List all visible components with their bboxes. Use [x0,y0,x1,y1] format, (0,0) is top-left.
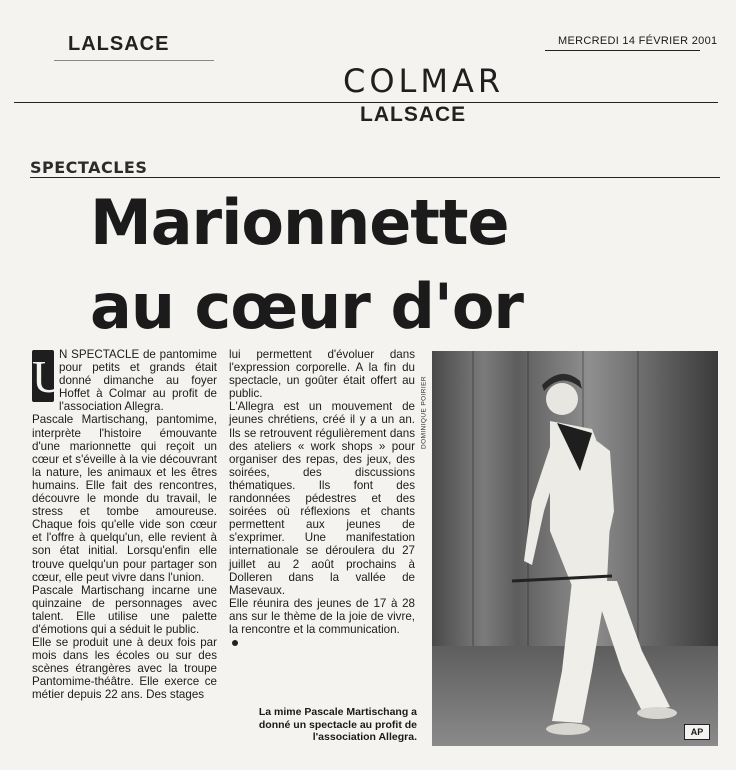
paragraph: N SPECTACLE de pantomime pour petits et grands était donné dimanche au foyer Hoffet à Colmar au profit de l'association Allegra. [59,348,217,414]
paragraph: Pascale Martischang, pantomime, interprète l'histoire émouvante d'une marionnette qui reçoit un cœur et s'éveille à la vie découvrant la nature, les animaux et les êtres humains. Elle fait des rencontres, découvre le monde du travail, le stress et tombe amoureuse. Chaque fois qu'elle vide son cœur et l'offre à quelqu'un, elle revient à son état initial. Lorsqu'enfin elle trouve quelqu'un pour partager son cœur, elle peut vivre dans l'union. [32,413,217,584]
newspaper-logo-large [360,103,466,127]
section-city: COLMAR [343,62,505,100]
paragraph: Pascale Martischang incarne une quinzaine de personnages avec talent. Elle utilise une palette d'émotions qui a séduit le public. [32,583,217,636]
logo-underline [54,60,214,61]
drop-cap: U [32,351,66,402]
newspaper-logo-small [68,33,169,56]
paragraph: Elle réunira des jeunes de 17 à 28 ans sur le thème de la joie de vivre, la rencontre et la communication. [229,596,415,636]
date-underline [545,50,700,51]
logo-text: LALSACE [68,33,170,55]
photo-caption: La mime Pascale Martischang a donné un spectacle au profit de l'association Allegra. [258,706,417,743]
issue-date: MERCREDI 14 FÉVRIER 2001 [558,35,718,47]
mime-figure-icon [432,351,718,746]
article-column-2 [229,348,415,649]
category-rule [30,177,720,178]
paragraph: lui permettent d'évoluer dans l'expression corporelle. A la fin du spectacle, un goûter était offert au public. [229,348,415,401]
headline-line-1: Marionnette [90,186,509,259]
photo-credit-wrap [419,354,429,474]
article-column-1 [32,348,217,702]
end-of-article-icon [232,640,238,646]
photo-credit: DOMINIQUE POIRIER [420,376,428,449]
paragraph: L'Allegra est un mouvement de jeunes chrétiens, créé il y a un an. Ils se retrouvent régulièrement dans des ateliers « work shops » pour organiser des repas, des jeux, des soirées, des discussions thématiques. Ils font des randonnées pédestres et des soirées où réflexions et chants permettent aux jeunes de s'exprimer. Une manifestation internationale se déroulera du 27 juillet au 2 août prochains à Dolleren dans la vallée de Masevaux. [229,400,415,597]
headline-line-2: au cœur d'or [90,270,523,343]
paragraph: Elle se produit une à deux fois par mois dans les écoles ou sur des scènes étrangères avec la troupe Pantomime-théâtre. Elle exerce ce métier depuis 22 ans. Des stages [32,636,217,702]
performance-photo [432,351,718,746]
logo-large-text: LALSACE [360,103,467,126]
category-label: SPECTACLES [30,158,148,177]
agency-tag: AP [684,724,710,740]
